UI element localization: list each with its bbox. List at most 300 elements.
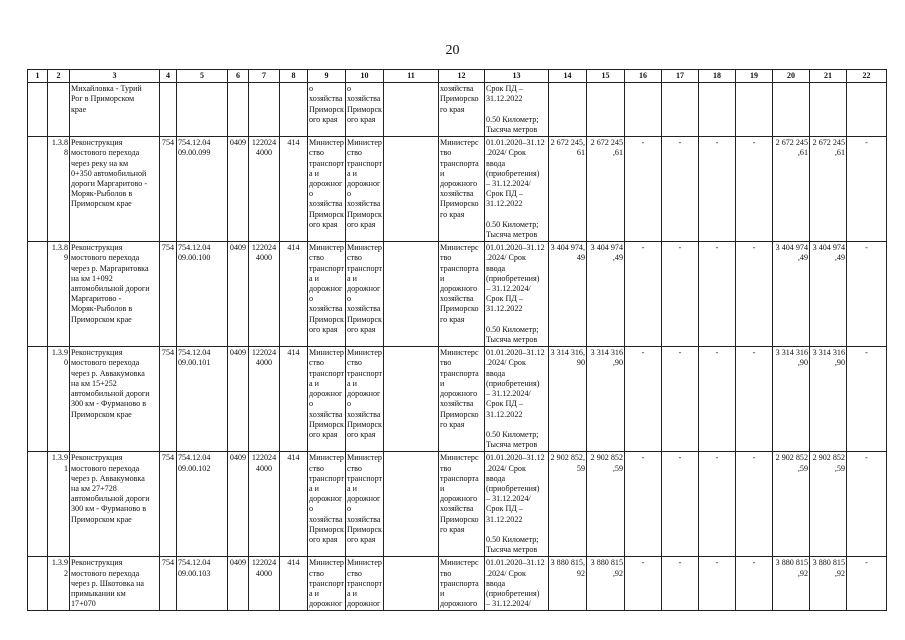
cell-line: Приморск — [309, 209, 344, 219]
amount-cell: - — [625, 137, 662, 242]
cell-line: и — [440, 483, 445, 493]
cell-line: ого края — [309, 534, 338, 544]
cell-line: Реконструкция — [71, 348, 123, 358]
cell-line: ,49 — [612, 253, 623, 263]
cell-line: Моряк-Рыболов в — [71, 189, 133, 199]
customer-cell — [308, 83, 346, 137]
cell-line: Министерс — [440, 138, 479, 148]
ministry-cell — [439, 347, 485, 452]
cell-line: дорожног — [347, 389, 381, 399]
cell-line: 09.00.102 — [178, 463, 211, 473]
header-cell-13: 13 — [485, 70, 549, 83]
cell-line: хозяйства — [347, 304, 381, 314]
cell-line: хозяйства — [440, 294, 474, 304]
row-number-cell: 1.3.90 — [48, 347, 70, 452]
cell-line: Приморск — [309, 104, 344, 114]
cell-line: а и — [309, 588, 319, 598]
expense-type-cell: 414 — [280, 452, 308, 557]
estimate-cost-cell — [549, 137, 587, 242]
cell-line: Приморском крае — [71, 409, 132, 419]
total-cost-cell — [587, 347, 625, 452]
cell-line: а и — [347, 378, 357, 388]
cell-line: тво — [440, 568, 452, 578]
cell — [28, 137, 48, 242]
developer-cell — [346, 242, 384, 347]
cell-line: мостового перехода — [71, 253, 140, 263]
cell-line: 122024 — [251, 558, 277, 568]
cell-line: о — [347, 399, 352, 409]
cell-line: Министер — [347, 138, 382, 148]
cell-line: 2 672 245 — [775, 138, 808, 148]
cell-line: го края — [440, 104, 465, 114]
cell-line: ство — [347, 253, 362, 263]
cell-line: 0.50 Километр; — [486, 534, 539, 544]
cell-line: Приморск — [309, 419, 344, 429]
header-cell-10: 10 — [346, 70, 384, 83]
amount-cell — [773, 452, 810, 557]
cell-line: Рог в Приморском — [71, 94, 135, 104]
cell-line: Приморско — [440, 304, 479, 314]
cell-line: Приморско — [440, 514, 479, 524]
amount-cell: - — [847, 557, 887, 611]
cell-line: ,61 — [834, 148, 845, 158]
cell-line: ,61 — [797, 148, 808, 158]
cell-line: 17+070 — [71, 599, 96, 609]
cell-line: Министер — [309, 243, 344, 253]
cell-line: – 31.12.2024/ — [486, 494, 531, 504]
cell-line: (приобретения) — [486, 273, 540, 283]
header-cell-2: 2 — [48, 70, 70, 83]
cell-line: автомобильной дороги — [71, 389, 150, 399]
cell-line: 31.12.2022 — [486, 409, 523, 419]
header-cell-22: 22 — [847, 70, 887, 83]
cell-line: транспорт — [309, 158, 345, 168]
cell-line: – 31.12.2024/ — [486, 599, 531, 609]
cell-line: го края — [440, 209, 465, 219]
cell-line: и — [440, 588, 445, 598]
cell-line: ,61 — [612, 148, 623, 158]
cell-line: о — [347, 189, 352, 199]
page-number: 20 — [445, 43, 460, 58]
cell-line: ,59 — [797, 463, 808, 473]
cell-line: Приморск — [347, 524, 382, 534]
cell-line: го края — [440, 314, 465, 324]
row-number-cell: 1.3.88 — [48, 137, 70, 242]
terms-cell — [485, 557, 549, 611]
cell-line: 122024 — [251, 453, 277, 463]
cell-line: через р. Аввакумовка — [71, 473, 145, 483]
cell-line: – 31.12.2024/ — [486, 389, 531, 399]
cell-line: ство — [309, 568, 324, 578]
amount-cell: - — [736, 557, 773, 611]
cell — [384, 347, 439, 452]
cell-line: Срок ПД – — [486, 84, 523, 94]
cell-line: ство — [347, 148, 362, 158]
cell-line: дорожног — [309, 389, 343, 399]
cell-line: дорожног — [347, 599, 381, 609]
cell-line: Приморском крае — [71, 314, 132, 324]
cell-line: Срок ПД – — [486, 399, 523, 409]
cell-line: 09.00.099 — [178, 148, 211, 158]
cell-line: 01.01.2020–31.12 — [486, 558, 545, 568]
cell-line: транспорта — [440, 158, 479, 168]
cell-line: хозяйства — [309, 514, 343, 524]
header-cell-7: 7 — [249, 70, 280, 83]
table-header — [28, 70, 887, 83]
cell-line: ого края — [347, 534, 376, 544]
cell-line: .2024/ Срок — [486, 253, 526, 263]
object-name-cell — [70, 83, 160, 137]
header-cell-18: 18 — [699, 70, 736, 83]
cell-line: ввода — [486, 578, 506, 588]
cell-line: 4000 — [255, 568, 273, 578]
cell-line: Тысяча метров — [486, 335, 538, 345]
cell-line: 754.12.04 — [178, 348, 211, 358]
header-cell-20: 20 — [773, 70, 810, 83]
budget-code-cell — [177, 557, 228, 611]
cell-line: 31.12.2022 — [486, 199, 523, 209]
cell-line: тво — [440, 253, 452, 263]
cell-line: Маргаритово - — [71, 294, 122, 304]
cell-line: 3 314 316 — [812, 348, 845, 358]
cell-line: тво — [440, 463, 452, 473]
code-cell: 754 — [160, 347, 177, 452]
expense-type-cell: 414 — [280, 557, 308, 611]
section-cell: 0409 — [228, 452, 249, 557]
cell-line: а и — [309, 483, 319, 493]
cell-line: ого края — [347, 114, 376, 124]
cell-line: 01.01.2020–31.12 — [486, 348, 545, 358]
amount-cell — [773, 137, 810, 242]
cell-line: .2024/ Срок — [486, 568, 526, 578]
terms-cell — [485, 347, 549, 452]
cell-line: ство — [309, 463, 324, 473]
cell-line: ,90 — [797, 358, 808, 368]
cell-line: Приморск — [347, 209, 382, 219]
header-cell-6: 6 — [228, 70, 249, 83]
cell-line: 09.00.100 — [178, 253, 211, 263]
cell-line: 0.50 Километр; — [486, 429, 539, 439]
cell-line: транспорт — [347, 578, 383, 588]
budget-code-cell — [177, 452, 228, 557]
cell-line: транспорт — [347, 158, 383, 168]
cell-line: на км 1+092 — [71, 273, 113, 283]
table-row — [28, 347, 887, 452]
cell-line: – 31.12.2024/ — [486, 179, 531, 189]
cell-line: ого края — [347, 219, 376, 229]
cell-line: 09.00.101 — [178, 358, 211, 368]
amount-cell: - — [847, 452, 887, 557]
amount-cell — [773, 347, 810, 452]
cell-line: транспорт — [347, 263, 383, 273]
cell-line: Приморско — [440, 199, 479, 209]
cell-line: а и — [347, 168, 357, 178]
cell-line: 4000 — [255, 463, 273, 473]
cell-line: (приобретения) — [486, 588, 540, 598]
amount-cell — [810, 452, 847, 557]
amount-cell: - — [625, 347, 662, 452]
cell — [736, 83, 773, 137]
cell-line: на км 27+728 — [71, 483, 117, 493]
object-name-cell — [70, 242, 160, 347]
cell — [549, 83, 587, 137]
terms-cell — [485, 83, 549, 137]
cell-line: ого края — [309, 114, 338, 124]
cell-line: о — [309, 294, 314, 304]
cell-line: транспорта — [440, 578, 479, 588]
cell-line: 754.12.04 — [178, 138, 211, 148]
cell-line: Министерс — [440, 243, 479, 253]
target-code-cell — [249, 347, 280, 452]
cell-line: 122024 — [251, 138, 277, 148]
amount-cell: - — [699, 137, 736, 242]
code-cell: 754 — [160, 137, 177, 242]
cell-line: дорожног — [309, 284, 343, 294]
cell — [28, 452, 48, 557]
customer-cell — [308, 557, 346, 611]
cell-line: ство — [309, 148, 324, 158]
cell-line: 3 404 974 — [590, 243, 623, 253]
cell-line: Приморск — [309, 524, 344, 534]
cell-line: ввода — [486, 368, 506, 378]
cell-line: 3 404 974 — [812, 243, 845, 253]
table-row — [28, 452, 887, 557]
cell-line — [486, 315, 547, 325]
cell — [384, 557, 439, 611]
cell-line: тво — [440, 148, 452, 158]
amount-cell: - — [699, 452, 736, 557]
expense-type-cell: 414 — [280, 347, 308, 452]
cell-line: 49 — [576, 253, 585, 263]
expense-type-cell: 414 — [280, 137, 308, 242]
cell-line: транспорт — [309, 578, 345, 588]
target-code-cell — [249, 137, 280, 242]
cell-line: 122024 — [251, 348, 277, 358]
cell-line: о — [309, 399, 314, 409]
cell-line: ство — [347, 568, 362, 578]
cell-line: а и — [309, 378, 319, 388]
cell-line: автомобильной дороги — [71, 494, 150, 504]
section-cell: 0409 — [228, 137, 249, 242]
cell-line: 300 км - Фурманово в — [71, 399, 147, 409]
cell-line: 2 902 852 — [590, 453, 623, 463]
cell-line: дорожного — [440, 389, 478, 399]
cell-line: Приморском крае — [71, 514, 132, 524]
cell-line: Срок ПД – — [486, 294, 523, 304]
cell-line: (приобретения) — [486, 168, 540, 178]
cell-line: 31.12.2022 — [486, 94, 523, 104]
row-number-cell: 1.3.91 — [48, 452, 70, 557]
section-cell: 0409 — [228, 557, 249, 611]
cell-line: мостового перехода — [71, 148, 140, 158]
cell-line: дороги Маргаритово - — [71, 179, 148, 189]
cell-line: крае — [71, 104, 87, 114]
cell — [384, 452, 439, 557]
cell-line: 61 — [576, 148, 585, 158]
cell — [280, 83, 308, 137]
cell-line: Министерс — [440, 558, 479, 568]
cell-line: хозяйства — [347, 94, 381, 104]
cell — [28, 347, 48, 452]
cell-line: 31.12.2022 — [486, 514, 523, 524]
cell-line: автомобильной дороги — [71, 284, 150, 294]
cell — [48, 83, 70, 137]
cell-line: хозяйства — [309, 94, 343, 104]
cell-line: хозяйства — [440, 189, 474, 199]
cell-line: Моряк-Рыболов в — [71, 304, 133, 314]
cell-line: ,49 — [834, 253, 845, 263]
cell-line: (приобретения) — [486, 378, 540, 388]
cell — [384, 137, 439, 242]
cell-line: 01.01.2020–31.12 — [486, 243, 545, 253]
cell-line: о — [347, 294, 352, 304]
cell-line: Министер — [309, 558, 344, 568]
cell-line: Михайловка - Турий — [71, 84, 142, 94]
cell-line: 3 880 815 — [812, 558, 845, 568]
cell-line: – 31.12.2024/ — [486, 284, 531, 294]
cell — [249, 83, 280, 137]
cell — [177, 83, 228, 137]
cell-line: транспорта — [440, 473, 479, 483]
cell-line: транспорта — [440, 263, 479, 273]
header-cell-5: 5 — [177, 70, 228, 83]
terms-cell — [485, 137, 549, 242]
cell-line: на км 15+252 — [71, 378, 117, 388]
cell-line: Приморско — [440, 409, 479, 419]
amount-cell — [810, 242, 847, 347]
estimate-cost-cell — [549, 347, 587, 452]
cell-line: транспорта — [440, 368, 479, 378]
cell-line — [486, 210, 547, 220]
cell-line: Приморско — [440, 94, 479, 104]
amount-cell: - — [662, 452, 699, 557]
cell-line: и — [440, 378, 445, 388]
cell-line: транспорт — [347, 368, 383, 378]
ministry-cell — [439, 242, 485, 347]
amount-cell: - — [847, 347, 887, 452]
total-cost-cell — [587, 557, 625, 611]
cell-line: ,92 — [612, 568, 623, 578]
header-cell-1: 1 — [28, 70, 48, 83]
table-row — [28, 242, 887, 347]
cell-line: ввода — [486, 473, 506, 483]
cell-line: 3 880 815 — [590, 558, 623, 568]
row-number-cell: 1.3.92 — [48, 557, 70, 611]
cell-line: 59 — [576, 463, 585, 473]
header-cell-3: 3 — [70, 70, 160, 83]
header-cell-21: 21 — [810, 70, 847, 83]
cell-line: .2024/ Срок — [486, 463, 526, 473]
cell-line: Реконструкция — [71, 138, 123, 148]
cell-line: Срок ПД – — [486, 504, 523, 514]
cell-line: транспорт — [309, 473, 345, 483]
header-cell-4: 4 — [160, 70, 177, 83]
cell-line: Тысяча метров — [486, 440, 538, 450]
cell-line: ввода — [486, 158, 506, 168]
cell-line: хозяйства — [309, 199, 343, 209]
amount-cell: - — [699, 242, 736, 347]
estimate-cost-cell — [549, 452, 587, 557]
cell-line: 3 880 815 — [775, 558, 808, 568]
cell — [699, 83, 736, 137]
budget-code-cell — [177, 137, 228, 242]
cell-line: дорожног — [347, 284, 381, 294]
amount-cell: - — [736, 242, 773, 347]
cell-line: хозяйства — [440, 84, 474, 94]
cell-line — [486, 105, 547, 115]
cell-line: о — [309, 84, 314, 94]
header-row — [28, 70, 887, 83]
customer-cell — [308, 137, 346, 242]
ministry-cell — [439, 137, 485, 242]
cell-line: Министер — [309, 453, 344, 463]
cell — [28, 242, 48, 347]
header-cell-12: 12 — [439, 70, 485, 83]
cell-line: через реку на км — [71, 158, 129, 168]
cell-line: 754.12.04 — [178, 243, 211, 253]
cell-line: (приобретения) — [486, 483, 540, 493]
amount-cell: - — [847, 242, 887, 347]
cell-line: дорожног — [309, 494, 343, 504]
amount-cell: - — [662, 347, 699, 452]
cell-line: Министер — [347, 348, 382, 358]
cell-line: ого края — [347, 324, 376, 334]
cell-line: о — [347, 84, 352, 94]
cell-line: Министер — [347, 558, 382, 568]
amount-cell: - — [625, 242, 662, 347]
cell — [810, 83, 847, 137]
cell-line: транспорт — [309, 263, 345, 273]
amount-cell — [810, 557, 847, 611]
cell-line: 3 314 316 — [590, 348, 623, 358]
cell — [625, 83, 662, 137]
cell-line: .2024/ Срок — [486, 358, 526, 368]
cell-line: через р. Шкотовка на — [71, 578, 144, 588]
target-code-cell — [249, 242, 280, 347]
section-cell: 0409 — [228, 242, 249, 347]
cell — [384, 242, 439, 347]
cell-line: 122024 — [251, 243, 277, 253]
header-cell-15: 15 — [587, 70, 625, 83]
registry-table — [27, 69, 887, 611]
header-cell-8: 8 — [280, 70, 308, 83]
amount-cell: - — [662, 137, 699, 242]
cell-line: и — [440, 273, 445, 283]
cell-line: ввода — [486, 263, 506, 273]
cell-line: дорожног — [347, 494, 381, 504]
cell-line: Министер — [347, 243, 382, 253]
ministry-cell — [439, 557, 485, 611]
cell-line: а и — [347, 273, 357, 283]
cell-line: Приморск — [347, 104, 382, 114]
cell-line: а и — [309, 273, 319, 283]
cell-line: мостового перехода — [71, 358, 140, 368]
section-cell: 0409 — [228, 347, 249, 452]
cell-line: Приморск — [309, 314, 344, 324]
cell-line: 754.12.04 — [178, 558, 211, 568]
developer-cell — [346, 83, 384, 137]
amount-cell: - — [662, 557, 699, 611]
cell-line: 92 — [576, 568, 585, 578]
cell-line: а и — [347, 588, 357, 598]
cell-line: Реконструкция — [71, 558, 123, 568]
amount-cell: - — [736, 452, 773, 557]
cell-line: 2 902 852, — [550, 453, 585, 463]
cell-line: хозяйства — [347, 514, 381, 524]
cell-line: .2024/ Срок — [486, 148, 526, 158]
object-name-cell — [70, 347, 160, 452]
cell-line: 2 672 245 — [812, 138, 845, 148]
